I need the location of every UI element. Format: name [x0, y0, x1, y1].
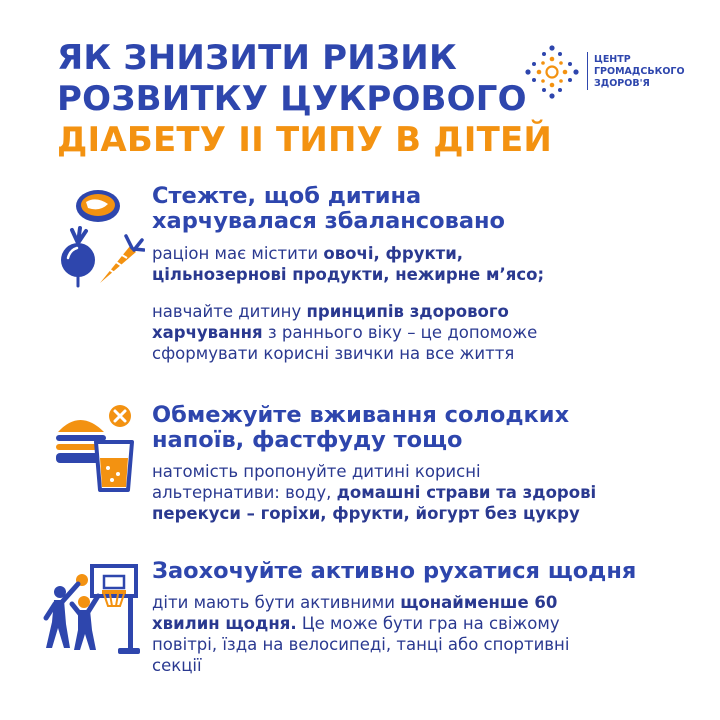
- text-fragment-bold: принципів здорового: [306, 302, 509, 321]
- section-1-title-line-2: харчувалася збалансовано: [152, 208, 506, 234]
- section-2-title-line-1: Обмежуйте вживання солодких: [152, 402, 570, 428]
- text-fragment-bold: харчування: [152, 323, 263, 342]
- section-2-title: [152, 403, 569, 453]
- basketball-icon: [40, 560, 144, 658]
- public-health-center-logo-icon: [522, 42, 582, 102]
- text-fragment: натомість пропонуйте дитині корисні: [152, 462, 481, 481]
- section-3-title: [152, 559, 636, 584]
- text-fragment-bold: щонайменше 60: [400, 593, 558, 612]
- text-fragment: повітрі, їзда на велосипеді, танці або спортивні: [152, 635, 570, 654]
- logo-line-3: ЗДОРОВ'Я: [594, 78, 650, 89]
- text-fragment-bold: овочі, фрукти,: [323, 244, 464, 263]
- section-3-paragraph-1: [152, 592, 569, 676]
- section-1-paragraph-1: [152, 243, 544, 285]
- logo-text: [594, 54, 685, 90]
- text-fragment: з раннього віку – це допоможе: [262, 323, 538, 342]
- fastfood-icon: [52, 402, 144, 494]
- text-fragment-bold: цільнозернові продукти, нежирне м’ясо;: [152, 265, 545, 284]
- page-title: [57, 38, 552, 161]
- section-1-paragraph-2: [152, 301, 537, 364]
- logo-line-2: ГРОМАДСЬКОГО: [594, 66, 685, 77]
- section-1-title-line-1: Стежте, щоб дитина: [152, 183, 422, 209]
- text-fragment: альтернативи: воду,: [152, 483, 337, 502]
- section-1-title: [152, 184, 505, 234]
- text-fragment: секції: [152, 656, 202, 675]
- section-2-title-line-2: напоїв, фастфуду тощо: [152, 427, 463, 453]
- text-fragment-bold: перекуси – горіхи, фрукти, йогурт без цукру: [152, 504, 580, 523]
- text-fragment: навчайте дитину: [152, 302, 307, 321]
- text-fragment: діти мають бути активними: [152, 593, 401, 612]
- logo-divider: [587, 52, 588, 90]
- title-line-2: РОЗВИТКУ ЦУКРОВОГО: [57, 79, 527, 119]
- logo-line-1: ЦЕНТР: [594, 54, 631, 65]
- section-3-title-line-1: Заохочуйте активно рухатися щодня: [152, 558, 637, 584]
- text-fragment: сформувати корисні звички на все життя: [152, 344, 515, 363]
- text-fragment-bold: хвилин щодня.: [152, 614, 297, 633]
- text-fragment-bold: домашні страви та здорові: [336, 483, 597, 502]
- title-line-1: ЯК ЗНИЗИТИ РИЗИК: [57, 38, 457, 78]
- text-fragment: раціон має містити: [152, 244, 324, 263]
- text-fragment: Це може бути гра на свіжому: [296, 614, 560, 633]
- food-icon: [50, 178, 145, 290]
- title-line-3: ДІАБЕТУ ІІ ТИПУ В ДІТЕЙ: [57, 120, 553, 160]
- section-2-paragraph-1: [152, 461, 596, 524]
